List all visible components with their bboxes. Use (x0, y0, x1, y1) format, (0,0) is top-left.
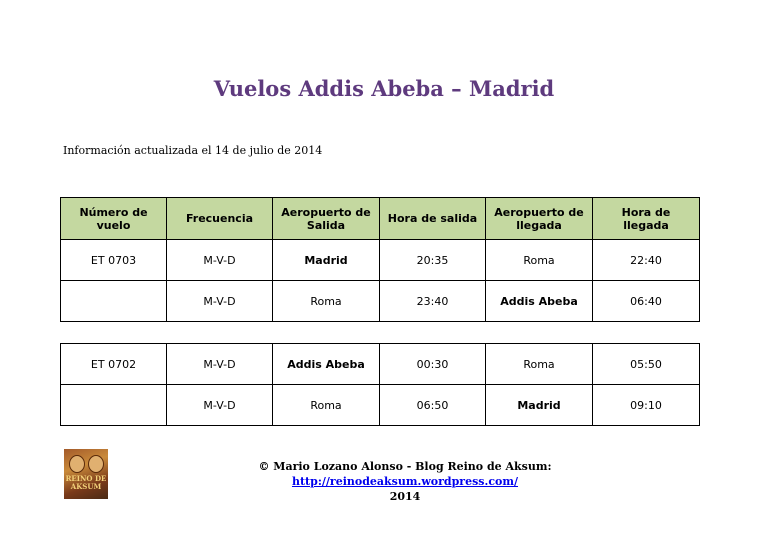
frequency-cell: M-V-D (167, 281, 273, 322)
portrait-figure-left (69, 455, 85, 473)
departure-time-cell: 00:30 (380, 344, 486, 385)
footer-year: 2014 (389, 490, 421, 503)
flights-table-outbound (60, 197, 700, 322)
credit-text: © Mario Lozano Alonso - Blog Reino de Aksum: (258, 460, 552, 473)
portrait-figure-right (88, 455, 104, 473)
arrival-airport-cell: Roma (486, 344, 593, 385)
header-arrival-airport: Aeropuerto de llegada (486, 198, 593, 240)
header-arrival-time: Hora de llegada (593, 198, 700, 240)
arrival-time-cell: 09:10 (593, 385, 700, 426)
arrival-airport-cell: Madrid (486, 385, 593, 426)
header-departure-airport: Aeropuerto de Salida (273, 198, 380, 240)
frequency-cell: M-V-D (167, 240, 273, 281)
departure-airport-cell: Addis Abeba (273, 344, 380, 385)
departure-airport-cell: Roma (273, 281, 380, 322)
footer-credit (160, 459, 650, 504)
blog-logo (64, 449, 108, 499)
table-row (61, 240, 700, 281)
arrival-airport-cell: Roma (486, 240, 593, 281)
departure-time-cell: 20:35 (380, 240, 486, 281)
departure-time-cell: 06:50 (380, 385, 486, 426)
flight-number-cell (61, 385, 167, 426)
table-header-row (61, 198, 700, 240)
blog-link[interactable]: http://reinodeaksum.wordpress.com/ (291, 475, 519, 488)
frequency-cell: M-V-D (167, 344, 273, 385)
frequency-cell: M-V-D (167, 385, 273, 426)
update-note: Información actualizada el 14 de julio de 2014 (63, 144, 323, 157)
table-row (61, 281, 700, 322)
flight-number-cell: ET 0703 (61, 240, 167, 281)
arrival-time-cell: 05:50 (593, 344, 700, 385)
header-flight-number: Número de vuelo (61, 198, 167, 240)
table-row (61, 385, 700, 426)
page-title: Vuelos Addis Abeba – Madrid (213, 76, 555, 101)
flight-number-cell: ET 0702 (61, 344, 167, 385)
header-frequency: Frecuencia (167, 198, 273, 240)
arrival-time-cell: 06:40 (593, 281, 700, 322)
arrival-time-cell: 22:40 (593, 240, 700, 281)
departure-airport-cell: Madrid (273, 240, 380, 281)
departure-time-cell: 23:40 (380, 281, 486, 322)
flights-table-return (60, 343, 700, 426)
header-departure-time: Hora de salida (380, 198, 486, 240)
flight-number-cell (61, 281, 167, 322)
table-row (61, 344, 700, 385)
arrival-airport-cell: Addis Abeba (486, 281, 593, 322)
logo-text: REINO DE AKSUM (65, 474, 107, 491)
departure-airport-cell: Roma (273, 385, 380, 426)
